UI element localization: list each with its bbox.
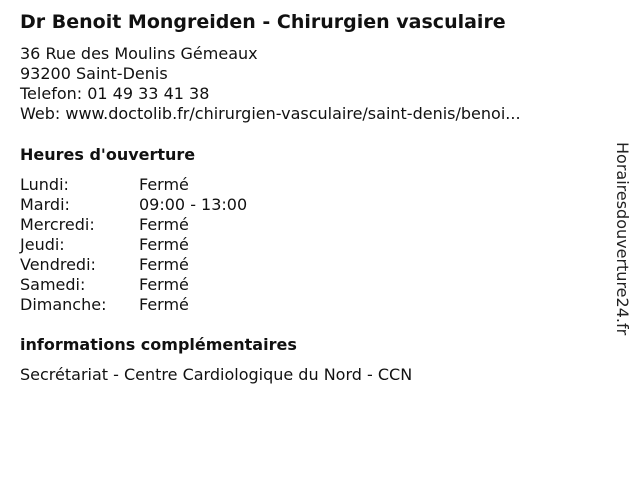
hours-row-monday [20,175,600,195]
business-name: Dr Benoit Mongreiden - Chirurgien vasculaire [20,11,506,33]
hours-row-friday [20,255,600,275]
hours-row-sunday [20,295,600,315]
watermark-text: Horairesdouverture24.fr [613,142,632,336]
additional-info-text: Secrétariat - Centre Cardiologique du Nord - CCN [20,365,413,384]
business-card [20,10,600,385]
day-hours: 09:00 - 13:00 [139,195,248,214]
day-label: Dimanche: [20,295,107,314]
hours-row-wednesday [20,215,600,235]
day-hours: Fermé [139,175,189,194]
hours-row-thursday [20,235,600,255]
day-hours: Fermé [139,255,189,274]
day-label: Mardi: [20,195,70,214]
watermark [612,134,632,344]
phone-number[interactable]: Telefon: 01 49 33 41 38 [20,84,210,103]
day-hours: Fermé [139,215,189,234]
hours-row-tuesday [20,195,600,215]
opening-hours-heading: Heures d'ouverture [20,145,196,164]
day-hours: Fermé [139,275,189,294]
day-label: Lundi: [20,175,69,194]
additional-info-heading: informations complémentaires [20,335,297,354]
day-hours: Fermé [139,235,189,254]
city-postcode: 93200 Saint-Denis [20,64,168,83]
street-address: 36 Rue des Moulins Gémeaux [20,44,258,63]
day-label: Mercredi: [20,215,95,234]
opening-hours-table [20,175,600,315]
hours-row-saturday [20,275,600,295]
day-label: Vendredi: [20,255,96,274]
day-label: Samedi: [20,275,86,294]
website-link[interactable]: Web: www.doctolib.fr/chirurgien-vasculaire/saint-denis/benoi... [20,104,521,123]
day-hours: Fermé [139,295,189,314]
day-label: Jeudi: [20,235,65,254]
address-block [20,44,600,124]
